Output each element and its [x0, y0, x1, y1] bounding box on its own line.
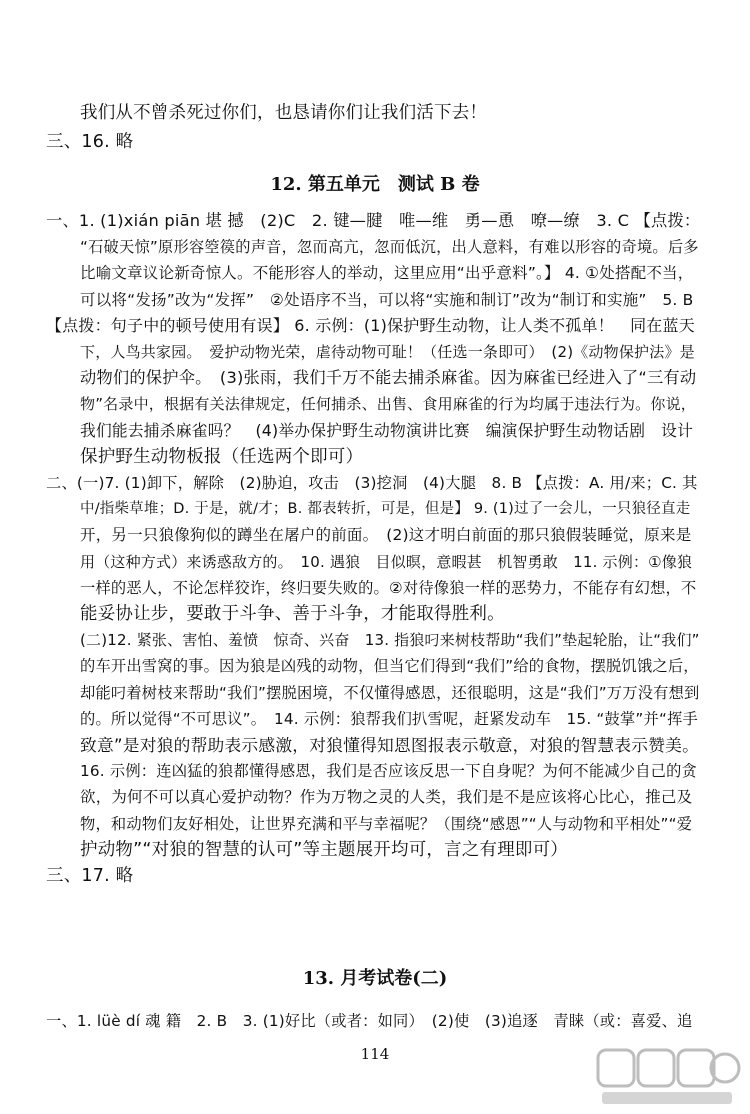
text-line: 下，人鸟共家园。 爱护动物光荣，虐待动物可耻！（任选一条即可） (2)《动物保护法》是 — [80, 343, 695, 361]
text-line: 欲，为何不可以真心爱护动物？作为万物之灵的人类，我们是不是应该将心比心，推己及 — [80, 788, 693, 807]
text-line: 我们能去捕杀麻雀吗？ (4)举办保护野生动物演讲比赛 编演保护野生动物话剧 设计 — [80, 420, 694, 440]
text-line: 开，另一只狼像狗似的蹲坐在屠户的前面。 (2)这才明白前面的那只狼假装睡觉，原来是 — [80, 526, 692, 545]
text-line: 却能叼着树枝来帮助“我们”摆脱困境，不仅懂得感恩，还很聪明，这是“我们”万万没有想到 — [80, 683, 700, 702]
text-line: 三、17. 略 — [46, 866, 134, 886]
text-line: 的车开出雪窝的事。因为狼是凶残的动物，但当它们得到“我们”给的食物，摆脱饥饿之后， — [80, 657, 699, 676]
text-line: 的。所以觉得“不可思议”。 14. 示例：狼帮我们扒雪呢，赶紧发动车 15. “鼓掌”并“挥手 — [80, 709, 698, 728]
text-line: 用（这种方式）来诱惑敌方的。 10. 遇狼 目似暝，意暇甚 机智勇敢 11. 示例：①像狼 — [80, 552, 693, 571]
text-line: 物”名录中，根据有关法律规定，任何捕杀、出售、食用麻雀的行为均属于违法行为。你说， — [80, 395, 696, 414]
text-line: 可以将“发扬”改为“发挥” ②处语序不当，可以将“实施和制订”改为“制订和实施” 5. B — [80, 290, 694, 309]
text-line: 比喻文章议论新奇惊人。不能形容人的举动，这里应用“出乎意料”。】 4. ①处搭配不当， — [80, 264, 694, 283]
text-line: 能妥协让步，要敢于斗争、善于斗争，才能取得胜利。 — [80, 604, 505, 624]
text-line: 中/指柴草堆；D. 于是，就/才；B. 都表转折，可是，但是】 9. (1)过了一会儿，一只狼径直走 — [80, 501, 691, 518]
text-line: 致意”是对狼的帮助表示感激，对狼懂得知恩图报表示敬意，对狼的智慧表示赞美。 — [80, 735, 700, 755]
text-line: 三、16. 略 — [46, 132, 134, 152]
text-line: 16. 示例：连凶猛的狼都懂得感恩，我们是否应该反思一下自身呢？为何不能减少自己的贪 — [80, 762, 697, 781]
text-line: 护动物”“对狼的智慧的认可”等主题展开均可，言之有理即可） — [80, 839, 568, 860]
text-line: 一、1. lüè dí 魂 籍 2. B 3. (1)好比（或者：如同） (2)使 (3)追逐 青睐（或：喜爱、追 — [46, 1012, 693, 1030]
page-number: 114 — [360, 1045, 390, 1063]
text-line: 保护野生动物板报（任选两个即可） — [80, 446, 364, 467]
text-line: 【点拨：句子中的顿号使用有误】 6. 示例：(1)保护野生动物，让人类不孤单！ 同在蓝天 — [46, 315, 695, 335]
watermark-logo — [592, 1044, 742, 1108]
text-line: 动物们的保护伞。 (3)张雨，我们千万不能去捕杀麻雀。因为麻雀已经进入了“三有动 — [80, 368, 697, 388]
text-line: 我们从不曾杀死过你们，也恳请你们让我们活下去！ — [80, 103, 488, 123]
text-line: 一样的恶人，不论怎样狡诈，终归要失败的。②对待像狼一样的恶势力，不能存有幻想，不 — [80, 578, 697, 597]
text-line: (二)12. 紧张、害怕、羞愤 惊奇、兴奋 13. 指狼叼来树枝帮助“我们”垫起轮胎，让“我们” — [80, 631, 700, 650]
text-line: “石破天惊”原形容箜篌的声音，忽而高亢，忽而低沉，出人意料，有难以形容的奇境。后多 — [80, 238, 699, 257]
section-title: 13. 月考试卷(二) — [302, 968, 448, 989]
text-line: 物，和动物们友好相处，让世界充满和平与幸福呢？（围绕“感恩”“人与动物和平相处”“爱 — [80, 814, 693, 833]
text-line: 一、1. (1)xián piān 堪 撼 (2)C 2. 键—腱 唯—维 勇—恿 嘹—缭 3. C 【点拨： — [46, 211, 701, 230]
text-line: 二、(一)7. (1)卸下，解除 (2)胁迫，攻击 (3)挖洞 (4)大腿 8. B 【点拨：A. 用/来；C. 其 — [46, 474, 698, 492]
section-title: 12. 第五单元 测试 B 卷 — [270, 174, 480, 195]
